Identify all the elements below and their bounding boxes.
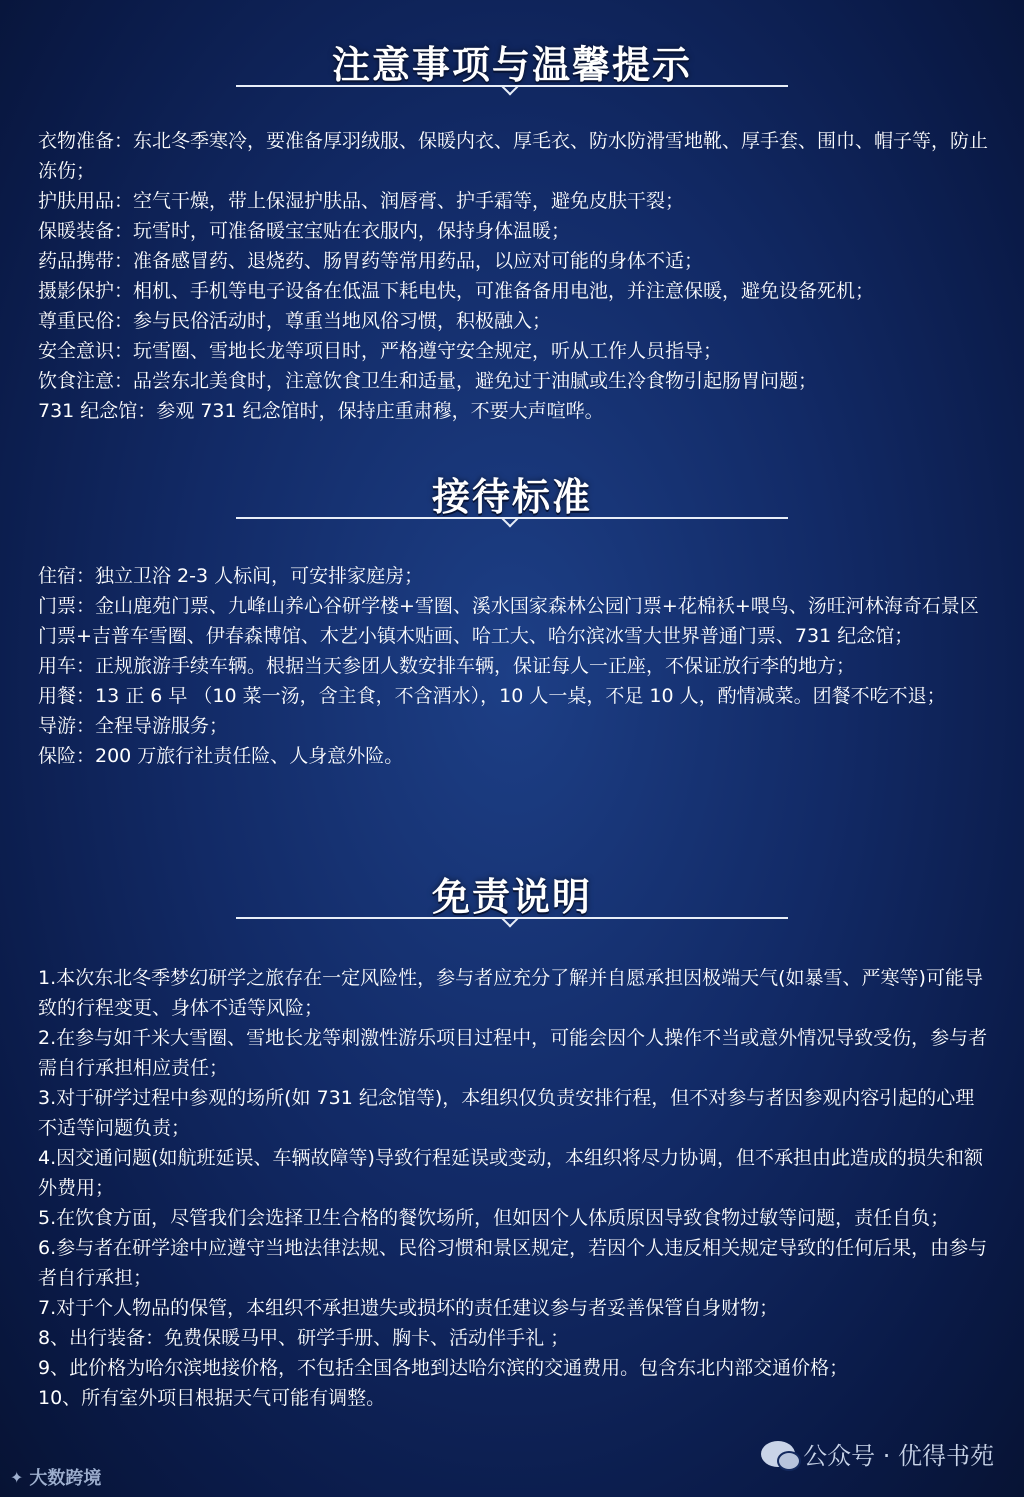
list-item: 安全意识：玩雪圈、雪地长龙等项目时，严格遵守安全规定，听从工作人员指导； <box>38 340 723 362</box>
list-item: 9、此价格为哈尔滨地接价格，不包括全国各地到达哈尔滨的交通费用。包含东北内部交通价格； <box>38 1357 849 1379</box>
list-item: 6.参与者在研学途中应遵守当地法律法规、民俗习惯和景区规定，若因个人违反相关规定导致的任何后果，由参与者自行承担； <box>38 1237 988 1289</box>
list-item: 4.因交通问题(如航班延误、车辆故障等)导致行程延误或变动，本组织将尽力协调，但不承担由此造成的损失和额外费用； <box>38 1147 983 1199</box>
reception-list <box>38 561 990 771</box>
list-item: 用餐：13 正 6 早 （10 菜一汤，含主食，不含酒水），10 人一桌，不足 10 人，酌情减菜。团餐不吃不退； <box>38 685 946 707</box>
list-item: 衣物准备：东北冬季寒冷，要准备厚羽绒服、保暖内衣、厚毛衣、防水防滑雪地靴、厚手套、围巾、帽子等，防止冻伤； <box>38 130 989 182</box>
list-item: 731 纪念馆：参观 731 纪念馆时，保持庄重肃穆，不要大声喧哗。 <box>38 400 604 422</box>
section-title-reception: 接待标准 <box>431 475 592 519</box>
list-item: 导游：全程导游服务； <box>38 715 229 737</box>
wechat-icon <box>761 1441 795 1467</box>
list-item: 饮食注意：品尝东北美食时，注意饮食卫生和适量，避免过于油腻或生冷食物引起肠胃问题； <box>38 370 818 392</box>
list-item: 用车：正规旅游手续车辆。根据当天参团人数安排车辆，保证每人一正座，不保证放行李的地方； <box>38 655 856 677</box>
list-item: 10、所有室外项目根据天气可能有调整。 <box>38 1387 386 1409</box>
list-item: 保险：200 万旅行社责任险、人身意外险。 <box>38 745 404 767</box>
list-item: 门票：金山鹿苑门票、九峰山养心谷研学楼+雪圈、溪水国家森林公园门票+花棉袄+喂鸟、汤旺河林海奇石景区门票+吉普车雪圈、伊春森博馆、木艺小镇木贴画、哈工大、哈尔滨冰雪大世界普通门票、731 纪念馆； <box>38 595 979 647</box>
wechat-watermark <box>761 1436 994 1471</box>
list-item: 药品携带：准备感冒药、退烧药、肠胃药等常用药品，以应对可能的身体不适； <box>38 250 704 272</box>
watermark-text: 公众号 · 优得书苑 <box>803 1442 994 1470</box>
list-item: 2.在参与如千米大雪圈、雪地长龙等刺激性游乐项目过程中，可能会因个人操作不当或意外情况导致受伤，参与者需自行承担相应责任； <box>38 1027 988 1079</box>
list-item: 7.对于个人物品的保管，本组织不承担遗失或损坏的责任建议参与者妥善保管自身财物； <box>38 1297 779 1319</box>
list-item: 5.在饮食方面，尽管我们会选择卫生合格的餐饮场所，但如因个人体质原因导致食物过敏等问题，责任自负； <box>38 1207 950 1229</box>
list-item: 保暖装备：玩雪时，可准备暖宝宝贴在衣服内，保持身体温暖； <box>38 220 571 242</box>
title-underline <box>236 517 788 519</box>
list-item: 3.对于研学过程中参观的场所(如 731 纪念馆等)，本组织仅负责安排行程，但不对参与者因参观内容引起的心理不适等问题负责； <box>38 1087 975 1139</box>
notes-list <box>38 126 990 426</box>
list-item: 8、出行装备：免费保暖马甲、研学手册、胸卡、活动伴手礼 ； <box>38 1327 570 1349</box>
list-item: 摄影保护：相机、手机等电子设备在低温下耗电快，可准备备用电池，并注意保暖，避免设备死机； <box>38 280 875 302</box>
section-title-notes: 注意事项与温馨提示 <box>331 43 692 87</box>
watermark-left-text: 大数跨境 <box>29 1468 102 1489</box>
list-item: 住宿：独立卫浴 2-3 人标间，可安排家庭房； <box>38 565 424 587</box>
list-item: 护肤用品：空气干燥，带上保湿护肤品、润唇膏、护手霜等，避免皮肤干裂； <box>38 190 685 212</box>
section-title-disclaimer: 免责说明 <box>431 875 592 919</box>
disclaimer-list <box>38 963 990 1413</box>
logo-icon: ✦ <box>10 1467 24 1487</box>
title-underline <box>236 917 788 919</box>
source-watermark <box>10 1464 101 1490</box>
title-underline <box>236 85 788 87</box>
list-item: 尊重民俗：参与民俗活动时，尊重当地风俗习惯，积极融入； <box>38 310 552 332</box>
list-item: 1.本次东北冬季梦幻研学之旅存在一定风险性，参与者应充分了解并自愿承担因极端天气(如暴雪、严寒等)可能导致的行程变更、身体不适等风险； <box>38 967 983 1019</box>
